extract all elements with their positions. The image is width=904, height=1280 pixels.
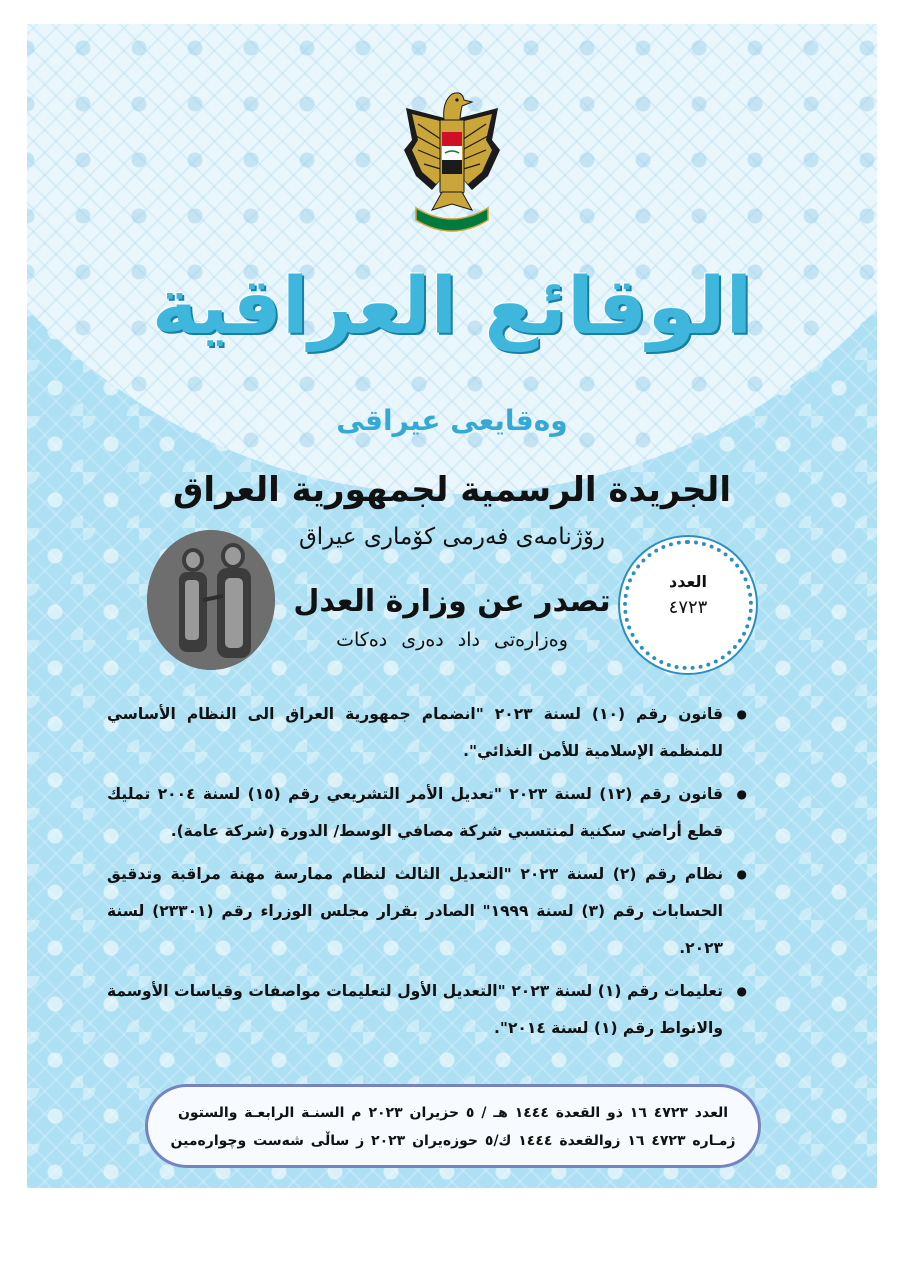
masthead-title: الوقائع العراقية bbox=[151, 262, 753, 352]
issue-date-footer bbox=[145, 1084, 761, 1168]
footer-line-kurdish: ژمـاره ٤٧٢٣ ١٦ زوالقعدة ١٤٤٤ ك/٥ حوزەيران ٢٠٢٣ ز ساڵی شەست وچوارەمين bbox=[170, 1133, 736, 1149]
hammurabi-stele-image bbox=[147, 530, 275, 670]
list-item: ● قانون رقم (١٠) لسنة ٢٠٢٣ "انضمام جمهورية العراق الى النظام الأساسي للمنظمة الإسلامية للأمن الغذائي". bbox=[107, 696, 747, 770]
list-item: ● نظام رقم (٢) لسنة ٢٠٢٣ "التعديل الثالث لنظام ممارسة مهنة مراقبة وتدقيق الحسابات رقم (٣) لسنة ١٩٩٩" الصادر بقرار مجلس الوزراء رقم (٢٣٣٠١) لسنة ٢٠٢٣. bbox=[107, 856, 747, 967]
issue-number: ٤٧٢٣ bbox=[668, 597, 708, 618]
list-item: ● تعليمات رقم (١) لسنة ٢٠٢٣ "التعديل الأول لتعليمات مواصفات وقياسات الأوسمة والانواط رقم (١) لسنة ٢٠١٤". bbox=[107, 973, 747, 1047]
iraq-eagle-emblem-icon bbox=[402, 80, 502, 240]
gazette-cover bbox=[27, 24, 877, 1188]
list-item: ● قانون رقم (١٢) لسنة ٢٠٢٣ "تعديل الأمر التشريعي رقم (١٥) لسنة ٢٠٠٤ تمليك قطع أراضي سكنية لمنتسبي شركة مصافي الوسط/ الدورة (شركة عامة). bbox=[107, 776, 747, 850]
issue-label: العدد bbox=[669, 572, 707, 591]
footer-line-arabic: العدد ٤٧٢٣ ١٦ ذو القعدة ١٤٤٤ هـ / ٥ حزيران ٢٠٢٣ م السنـة الرابعـة والستون bbox=[177, 1105, 729, 1121]
stele-relief-icon bbox=[147, 530, 275, 670]
gazette-name: الجريدة الرسمية لجمهورية العراق bbox=[173, 470, 731, 510]
issue-number-badge bbox=[623, 540, 753, 670]
contents-list bbox=[107, 696, 747, 1053]
masthead-subtitle: وەقايعی عيراقی bbox=[336, 404, 568, 437]
publisher-line: تصدر عن وزارة العدل bbox=[293, 584, 611, 619]
gazette-name-kurdish: رۆژنامەی فەرمی كۆماری عيراق bbox=[298, 524, 606, 550]
publisher-line-kurdish: وەزارەتی داد دەری دەكات bbox=[336, 629, 568, 651]
